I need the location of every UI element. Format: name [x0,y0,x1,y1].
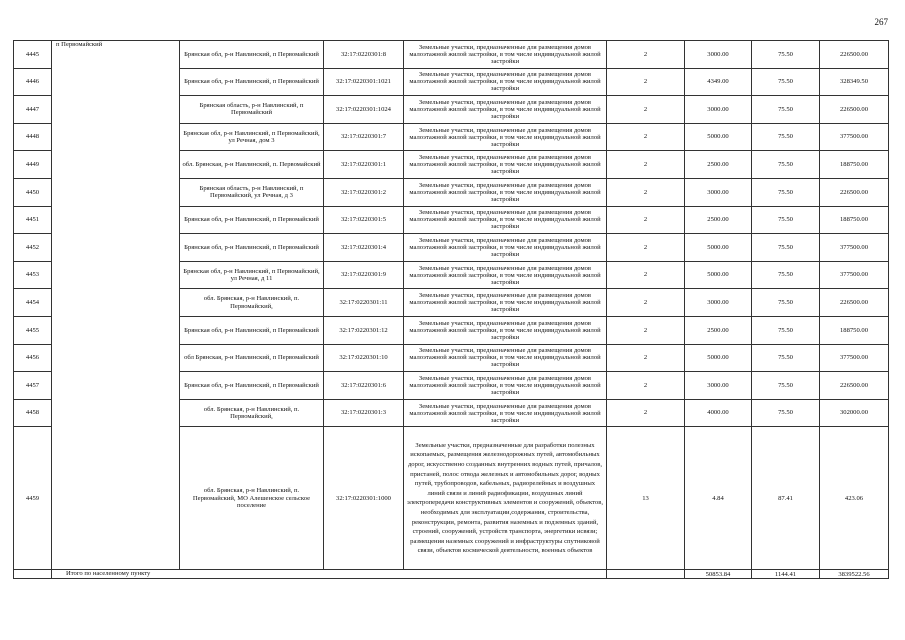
address-cell: Брянская обл, р-н Навлинский, п Первомайский [180,234,324,262]
table-row [14,41,889,69]
group-cell: 2 [607,372,685,400]
cadastral-number-cell: 32:17:0220301:2 [324,178,404,206]
cadastral-number-cell: 32:17:0220301:8 [324,41,404,69]
group-cell: 2 [607,316,685,344]
address-cell: обл. Брянская, р-н Навлинский, п. Первомайский, МО Алешенское сельское поселение [180,427,324,570]
address-cell: обл. Брянская, р-н Навлинский, п. Первомайский, [180,399,324,427]
area-cell: 2500.00 [685,206,752,234]
area-cell: 3000.00 [685,41,752,69]
row-number: 4446 [14,68,52,96]
land-use-cell: Земельные участки, предназначенные для размещения домов малоэтажной жилой застройки, в том числе индивидуальной жилой застройки [404,206,607,234]
group-cell: 2 [607,344,685,372]
value-cell: 302000.00 [820,399,889,427]
rate-cell: 75.50 [752,41,820,69]
group-cell: 2 [607,261,685,289]
value-cell: 328349.50 [820,68,889,96]
group-cell: 2 [607,178,685,206]
value-cell: 188750.00 [820,316,889,344]
rate-cell: 75.50 [752,316,820,344]
land-use-cell: Земельные участки, предназначенные для размещения домов малоэтажной жилой застройки, в том числе индивидуальной жилой застройки [404,261,607,289]
cadastral-number-cell: 32:17:0220301:11 [324,289,404,317]
cadastral-number-cell: 32:17:0220301:4 [324,234,404,262]
rate-cell: 75.50 [752,372,820,400]
value-cell: 377500.00 [820,344,889,372]
group-cell: 2 [607,41,685,69]
group-cell: 2 [607,399,685,427]
cadastral-number-cell: 32:17:0220301:3 [324,399,404,427]
rate-cell: 75.50 [752,206,820,234]
table-body [14,41,889,579]
rate-cell: 75.50 [752,96,820,124]
total-area: 50853.84 [685,570,752,579]
value-cell: 226500.00 [820,96,889,124]
group-cell: 13 [607,427,685,570]
land-use-cell: Земельные участки, предназначенные для размещения домов малоэтажной жилой застройки, в том числе индивидуальной жилой застройки [404,123,607,151]
land-use-cell: Земельные участки, предназначенные для размещения домов малоэтажной жилой застройки, в том числе индивидуальной жилой застройки [404,151,607,179]
row-number: 4452 [14,234,52,262]
cadastral-number-cell: 32:17:0220301:9 [324,261,404,289]
rate-cell: 75.50 [752,399,820,427]
value-cell: 226500.00 [820,289,889,317]
rate-cell: 87.41 [752,427,820,570]
total-label: Итого по населенному пункту [52,570,607,579]
value-cell: 423.06 [820,427,889,570]
cadastral-number-cell: 32:17:0220301:10 [324,344,404,372]
area-cell: 2500.00 [685,316,752,344]
area-cell: 4000.00 [685,399,752,427]
rate-cell: 75.50 [752,68,820,96]
rate-cell: 75.50 [752,151,820,179]
land-use-cell: Земельные участки, предназначенные для разработки полезных ископаемых, размещения железнодорожных путей, автомобильных дорог, искусственно созданных внутренних водных путей, причалов, пристаней, полос отвода железных и автомобильных дорог, водных путей, трубопроводов, кабельных, радиорелейных и воздушных линий связи и линий радиофикации, воздушных линий электропередачи конструктивных элементов и сооружений, объектов, необходимых для эксплуатации,содержания, строительства, реконструкции, ремонта, развития наземных и подземных зданий, строений, сооружений, устройств транспорта, энергетики исвязи; размещения наземных сооружений и инфраструктуры спутниковой связи, объектов космической деятельности, военных объектов [404,427,607,570]
group-cell: 2 [607,68,685,96]
address-cell: Брянская область, р-н Навлинский, п Первомайский [180,96,324,124]
total-blank-cell [14,570,52,579]
address-cell: Брянская обл, р-н Навлинский, п Первомайский [180,206,324,234]
address-cell: обл Брянская, р-н Навлинский, п Первомайский [180,344,324,372]
value-cell: 188750.00 [820,206,889,234]
row-number: 4447 [14,96,52,124]
land-use-cell: Земельные участки, предназначенные для размещения домов малоэтажной жилой застройки, в том числе индивидуальной жилой застройки [404,344,607,372]
rate-cell: 75.50 [752,261,820,289]
locality-cell: п Первомайский [52,41,180,570]
cadastral-number-cell: 32:17:0220301:12 [324,316,404,344]
value-cell: 188750.00 [820,151,889,179]
area-cell: 4349.00 [685,68,752,96]
group-cell: 2 [607,96,685,124]
row-number: 4457 [14,372,52,400]
area-cell: 3000.00 [685,96,752,124]
total-value: 3839522.56 [820,570,889,579]
address-cell: Брянская обл, р-н Навлинский, п Первомайский, ул Речная, д 11 [180,261,324,289]
land-use-cell: Земельные участки, предназначенные для размещения домов малоэтажной жилой застройки, в том числе индивидуальной жилой застройки [404,234,607,262]
land-use-cell: Земельные участки, предназначенные для размещения домов малоэтажной жилой застройки, в том числе индивидуальной жилой застройки [404,316,607,344]
value-cell: 226500.00 [820,178,889,206]
rate-cell: 75.50 [752,178,820,206]
area-cell: 5000.00 [685,234,752,262]
value-cell: 226500.00 [820,41,889,69]
row-number: 4453 [14,261,52,289]
total-rate: 1144.41 [752,570,820,579]
address-cell: Брянская обл, р-н Навлинский, п Первомайский [180,372,324,400]
area-cell: 3000.00 [685,372,752,400]
value-cell: 377500.00 [820,234,889,262]
land-use-cell: Земельные участки, предназначенные для размещения домов малоэтажной жилой застройки, в том числе индивидуальной жилой застройки [404,399,607,427]
area-cell: 5000.00 [685,261,752,289]
group-cell: 2 [607,151,685,179]
total-row [14,570,889,579]
rate-cell: 75.50 [752,344,820,372]
value-cell: 226500.00 [820,372,889,400]
cadastral-number-cell: 32:17:0220301:1 [324,151,404,179]
land-use-cell: Земельные участки, предназначенные для размещения домов малоэтажной жилой застройки, в том числе индивидуальной жилой застройки [404,289,607,317]
address-cell: обл. Брянская, р-н Навлинский, п. Первомайский, [180,289,324,317]
cadastral-number-cell: 32:17:0220301:6 [324,372,404,400]
address-cell: обл. Брянская, р-н Навлинский, п. Первомайский [180,151,324,179]
total-blank-cell [607,570,685,579]
cadastral-value-table [13,40,889,579]
group-cell: 2 [607,234,685,262]
area-cell: 3000.00 [685,289,752,317]
cadastral-number-cell: 32:17:0220301:5 [324,206,404,234]
area-cell: 5000.00 [685,123,752,151]
row-number: 4445 [14,41,52,69]
group-cell: 2 [607,289,685,317]
area-cell: 4.84 [685,427,752,570]
address-cell: Брянская обл, р-н Навлинский, п Первомайский [180,316,324,344]
land-use-cell: Земельные участки, предназначенные для размещения домов малоэтажной жилой застройки, в том числе индивидуальной жилой застройки [404,178,607,206]
cadastral-number-cell: 32:17:0220301:1000 [324,427,404,570]
row-number: 4459 [14,427,52,570]
rate-cell: 75.50 [752,234,820,262]
land-use-cell: Земельные участки, предназначенные для размещения домов малоэтажной жилой застройки, в том числе индивидуальной жилой застройки [404,41,607,69]
row-number: 4448 [14,123,52,151]
row-number: 4455 [14,316,52,344]
row-number: 4449 [14,151,52,179]
area-cell: 5000.00 [685,344,752,372]
address-cell: Брянская обл, р-н Навлинский, п Первомайский, ул Речная, дом 3 [180,123,324,151]
cadastral-number-cell: 32:17:0220301:1021 [324,68,404,96]
page-number: 267 [874,17,888,27]
area-cell: 3000.00 [685,178,752,206]
value-cell: 377500.00 [820,261,889,289]
area-cell: 2500.00 [685,151,752,179]
address-cell: Брянская область, р-н Навлинский, п Первомайский, ул Речная, д 3 [180,178,324,206]
address-cell: Брянская обл, р-н Навлинский, п Первомайский [180,68,324,96]
row-number: 4454 [14,289,52,317]
land-use-cell: Земельные участки, предназначенные для размещения домов малоэтажной жилой застройки, в том числе индивидуальной жилой застройки [404,96,607,124]
land-use-cell: Земельные участки, предназначенные для размещения домов малоэтажной жилой застройки, в том числе индивидуальной жилой застройки [404,372,607,400]
group-cell: 2 [607,206,685,234]
row-number: 4450 [14,178,52,206]
address-cell: Брянская обл, р-н Навлинский, п Первомайский [180,41,324,69]
row-number: 4458 [14,399,52,427]
land-use-cell: Земельные участки, предназначенные для размещения домов малоэтажной жилой застройки, в том числе индивидуальной жилой застройки [404,68,607,96]
value-cell: 377500.00 [820,123,889,151]
group-cell: 2 [607,123,685,151]
cadastral-number-cell: 32:17:0220301:1024 [324,96,404,124]
rate-cell: 75.50 [752,289,820,317]
row-number: 4451 [14,206,52,234]
rate-cell: 75.50 [752,123,820,151]
row-number: 4456 [14,344,52,372]
cadastral-number-cell: 32:17:0220301:7 [324,123,404,151]
